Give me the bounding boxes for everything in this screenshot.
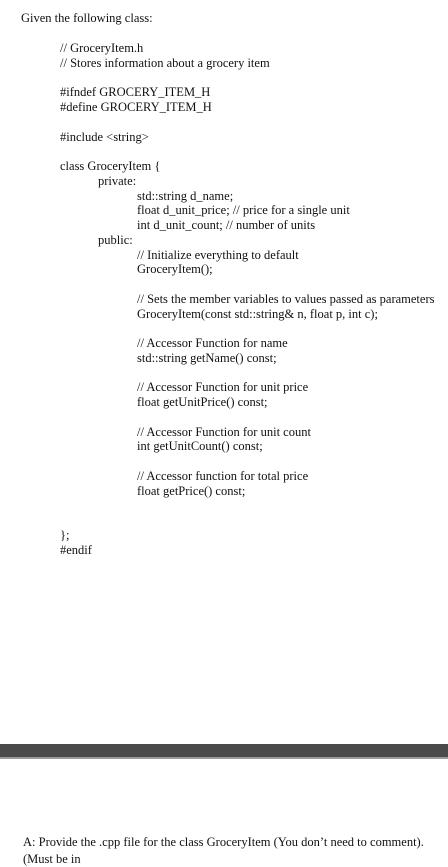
document-page-bottom	[0, 759, 448, 866]
code-line: };	[60, 527, 70, 542]
code-line: // Initialize everything to default	[137, 247, 299, 262]
code-line: // Accessor Function for unit price	[137, 380, 309, 395]
code-line: int d_unit_count; // number of units	[137, 218, 316, 232]
code-line: // Stores information about a grocery item	[60, 55, 270, 70]
code-line: #endif	[60, 542, 92, 557]
question-continuation-cutoff: (Must be in	[23, 852, 81, 866]
code-line: #include <string>	[60, 129, 149, 144]
code-line: // Sets the member variables to values passed as parameters	[137, 291, 435, 306]
code-line: class GroceryItem {	[60, 159, 161, 173]
code-line: #ifndef GROCERY_ITEM_H	[60, 85, 211, 100]
code-line: std::string getName() const;	[137, 350, 277, 365]
code-line: #define GROCERY_ITEM_H	[60, 100, 212, 114]
question-text: A: Provide the .cpp file for the class GroceryItem (You don’t need to comment).	[23, 835, 424, 849]
code-line: std::string d_name;	[137, 188, 234, 203]
code-line: // Accessor Function for name	[137, 336, 288, 350]
code-line: // GroceryItem.h	[60, 41, 144, 55]
code-line: GroceryItem(const std::string& n, float p, int c);	[137, 306, 378, 321]
code-line: // Accessor function for total price	[137, 468, 309, 483]
code-line: GroceryItem();	[137, 262, 213, 277]
code-line: int getUnitCount() const;	[137, 439, 263, 454]
intro-text: Given the following class:	[21, 11, 153, 25]
code-line: float d_unit_price; // price for a single unit	[137, 203, 350, 218]
code-line: float getUnitPrice() const;	[137, 395, 268, 409]
page-divider	[0, 744, 448, 757]
code-line: // Accessor Function for unit count	[137, 424, 311, 439]
code-line: float getPrice() const;	[137, 483, 246, 498]
code-line: public:	[98, 232, 133, 247]
code-line: private:	[98, 173, 137, 188]
